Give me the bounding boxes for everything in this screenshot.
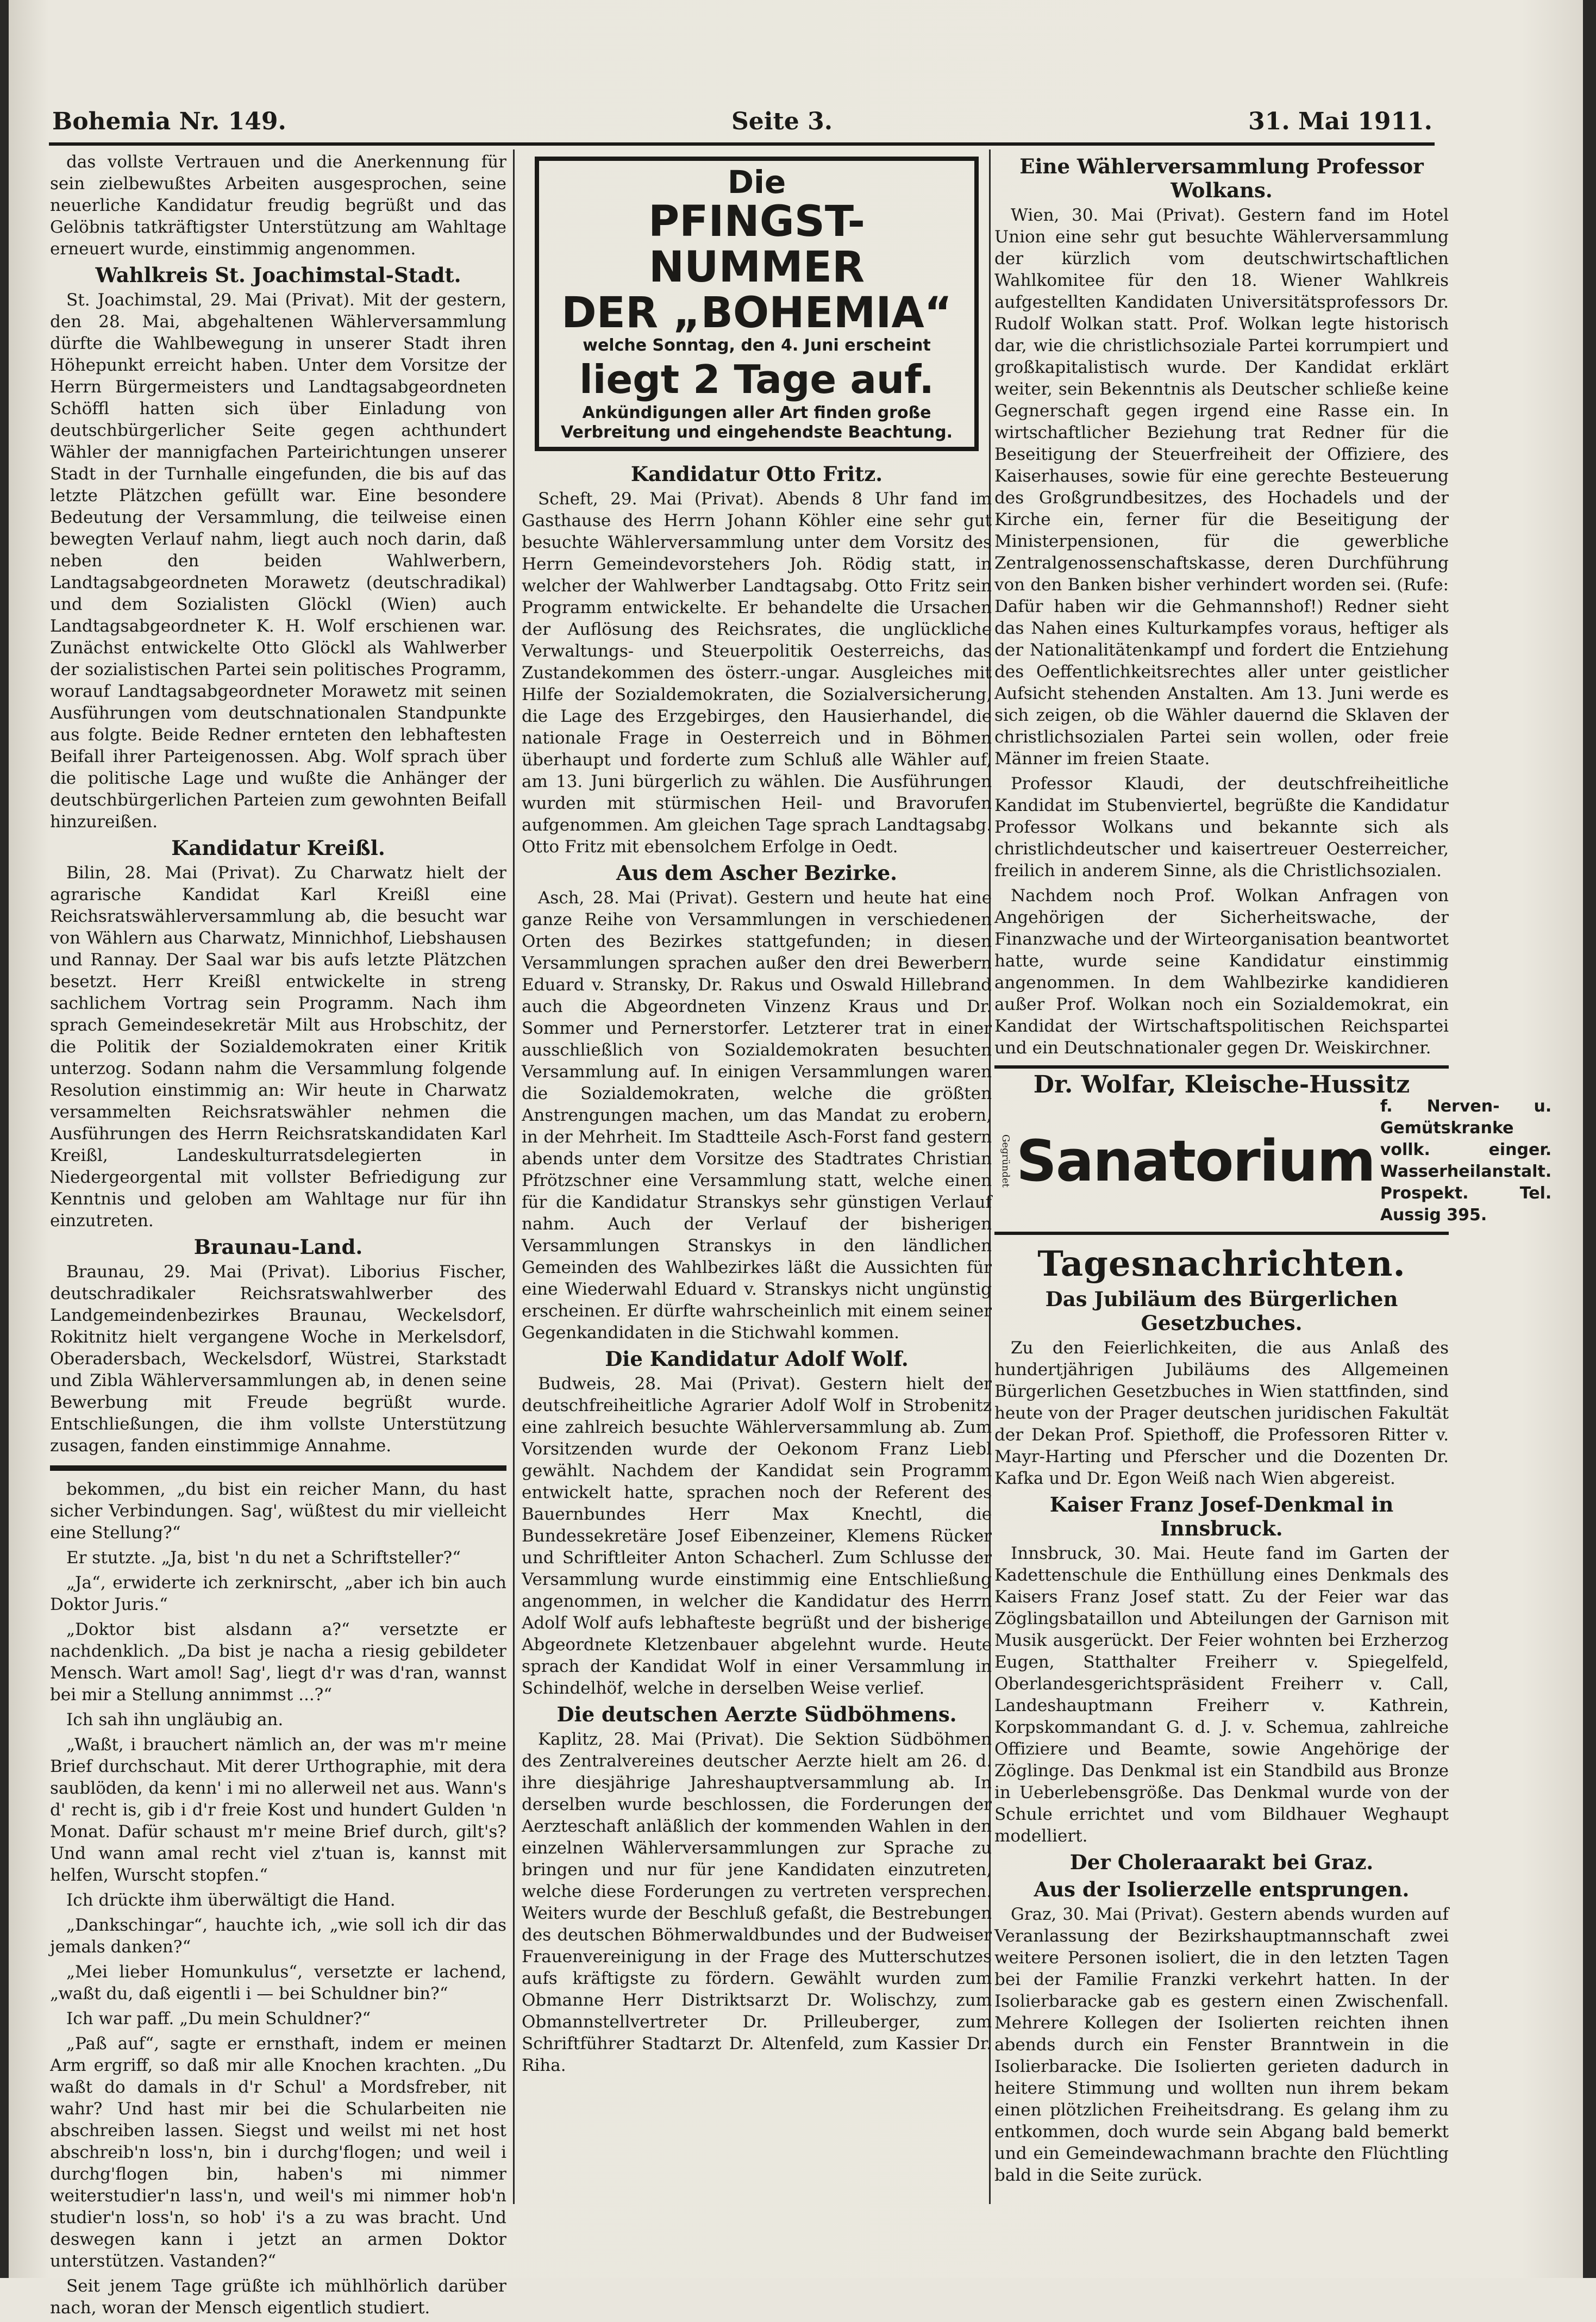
feuilleton-paragraph: „Doktor bist alsdann a?“ versetzte er nachdenklich. „Da bist je nacha a riesig gebildeter Mensch. Wart amol! Sag', liegt d'r was d'ran, wannst bei mir a Stellung annimmst ...?“ bbox=[50, 1620, 506, 1705]
feuilleton-paragraph: „Paß auf“, sagte er ernsthaft, indem er meinen Arm ergriff, so daß mir alle Knochen krachten. „Du waßt do damals in d'r Schul' a Mordsfreber, nit wahr? Und hast mir bei die Schularbeiten nie abschreiben lassen. Siegst und weilst mi net host abschreib'n loss'n, bin i durchg'flogen; und weil i durchg'flogen bin, haben's mi nimmer weiterstudier'n lass'n, und weil's mi nimmer hob'n studier'n loss'n, so hob' i's a zu was bracht. Und deswegen kann i jetzt an armen Doktor unterstützen. Vastanden?“ bbox=[50, 2034, 506, 2271]
article-heading: Aus dem Ascher Bezirke. bbox=[616, 861, 898, 885]
ad-line: Prospekt. Tel. Aussig 395. bbox=[1380, 1184, 1552, 1225]
paragraph: Kaplitz, 28. Mai (Privat). Die Sektion Südböhmen des Zentralvereines deutscher Aerzte hielt am 26. d. ihre diesjährige Jahreshauptversammlung ab. In derselben wurde beschlossen, die Forderungen der Aerzteschaft anläßlich der kommenden Wahlen in den einzelnen Wählerversammlungen zur Sprache zu bringen und nur für jene Kandidaten einzutreten, welche diese Forderungen zu vertreten versprechen. Weiters wurde der Beschluß gefaßt, die Bestrebungen des deutschen Böhmerwaldbundes und der Budweiser Frauenvereinigung in der Frage des Mutterschutzes aufs kräftigste zu fördern. Gewählt wurden zum Obmanne Herr Distriktsarzt Dr. Wolischzy, zum Obmannstellvertreter Dr. Prilleuberger, zum Schriftführer Stadtarzt Dr. Altenfeld, zum Kassier Dr. Riha. bbox=[522, 1730, 992, 2075]
column-rule-1 bbox=[513, 149, 515, 2204]
header-page-number: Seite 3. bbox=[731, 108, 833, 135]
feuilleton-paragraph: „Waßt, i brauchert nämlich an, der was m'r meine Brief durchschaut. Mit derer Urthographie, mit dera saublöden, da kenn' i mi no allerweil net aus. Wann's d' recht is, gib i d'r freie Kost und hundert Gulden 'n Monat. Dafür schaust m'r meine Brief durch, gilt's? Und wann amal recht viel z'tuan is, kannst mit helfen, Wurscht stopfen.“ bbox=[50, 1735, 506, 1885]
ad-line: welche Sonntag, den 4. Juni erscheint bbox=[583, 336, 931, 355]
paragraph: Braunau, 29. Mai (Privat). Liborius Fischer, deutschradikaler Reichsratswahlwerber des Landgemeindenbezirkes Braunau, Weckelsdorf, Rokitnitz hielt vergangene Woche in Merkelsdorf, Oberadersbach, Weckelsdorf, Wüstrei, Starkstadt und Zibla Wählerversammlungen ab, in denen seine Bewerbung mit Freude begrüßt wurde. Entschließungen, die ihm vollste Unterstützung zusagen, fanden einstimmige Annahme. bbox=[50, 1262, 506, 1456]
paragraph: Bilin, 28. Mai (Privat). Zu Charwatz hielt der agrarische Kandidat Karl Kreißl eine Reichsratswählerversammlung ab, die besucht war von Wählern aus Charwatz, Minnichhof, Liebshausen und Rannay. Der Saal war bis aufs letzte Plätzchen besetzt. Herr Kreißl entwickelte in streng sachlichem Vortrag sein Programm. Nach ihm sprach Gemeindesekretär Milt aus Hrobschitz, der die Politik der Sozialdemokraten einer Kritik unterzog. Sodann nahm die Versammlung folgende Resolution einstimmig an: Wir heute in Charwatz versammelten Reichsratswähler nehmen die Ausführungen des Herrn Reichsratskandidaten Karl Kreißl, Landeskulturratsdelegierten in Niedergeorgental mit vollster Befriedigung zur Kenntnis und geloben am Wahltage nur für ihn einzutreten. bbox=[50, 863, 506, 1231]
feuilleton-paragraph: „Dankschingar“, hauchte ich, „wie soll ich dir das jemals danken?“ bbox=[50, 1915, 506, 1957]
article-heading: Kaiser Franz Josef-Denkmal in Innsbruck. bbox=[1049, 1493, 1394, 1540]
article-subheading: Aus der Isolierzelle entsprungen. bbox=[1034, 1877, 1410, 1901]
article-heading: Die deutschen Aerzte Südböhmens. bbox=[556, 1702, 957, 1726]
paragraph: Zu den Feierlichkeiten, die aus Anlaß des hundertjährigen Jubiläums des Allgemeinen Bürgerlichen Gesetzbuches in Wien stattfinden, sind heute von der Prager deutschen juridischen Fakultät der Dekan Prof. Spiethoff, die Professoren Ritter v. Mayr-Harting und Pferscher und die Dozenten Dr. Kafka und Dr. Egon Weiß nach Wien abgereist. bbox=[994, 1338, 1449, 1488]
article-heading: Die Kandidatur Adolf Wolf. bbox=[605, 1347, 909, 1371]
article-heading: Wahlkreis St. Joachimstal-Stadt. bbox=[95, 263, 461, 287]
feuilleton-paragraph: Seit jenem Tage grüßte ich mühlhörlich darüber nach, woran der Mensch eigentlich studiert. bbox=[50, 2276, 506, 2318]
column-3 bbox=[994, 151, 1552, 2189]
paragraph: Nachdem noch Prof. Wolkan Anfragen von Angehörigen der Sicherheitswache, der Finanzwache und der Wirteorganisation beantwortet hatte, wurde seine Kandidatur einstimmig angenommen. In dem Wahlbezirke kandidieren außer Prof. Wolkan noch ein Sozialdemokrat, ein Kandidat der Wirtschaftspolitischen Reichspartei und ein Deutschnationaler gegen Dr. Weiskirchner. bbox=[994, 886, 1449, 1058]
feuilleton-paragraph: bekommen, „du bist ein reicher Mann, du hast sicher Verbindungen. Sag', wüßtest du mir vielleicht eine Stellung?“ bbox=[50, 1480, 506, 1543]
ad-line: liegt 2 Tage auf. bbox=[579, 357, 934, 402]
header-date: 31. Mai 1911. bbox=[1248, 108, 1432, 135]
ad-line: vollk. einger. Wasserheilanstalt. bbox=[1380, 1140, 1552, 1181]
header-rule bbox=[49, 142, 1435, 146]
pfingst-advertisement bbox=[535, 157, 979, 451]
section-title: Tagesnachrichten. bbox=[1037, 1244, 1406, 1284]
paragraph: Budweis, 28. Mai (Privat). Gestern hielt der deutschfreiheitliche Agrarier Adolf Wolf in Strobenitz eine zahlreich besuchte Wählerversammlung ab. Zum Vorsitzenden wurde der Oekonom Franz Liebl gewählt. Nachdem der Kandidat sein Programm entwickelt hatte, sprachen noch der Referent des Bauernbundes Herr Max Knechtl, die Bundessekretäre Josef Eibenzeiner, Klemens Rücker und Schriftleiter Anton Schacherl. Zum Schlusse der Versammlung wurde einstimmig eine Entschließung angenommen, in welcher die Kandidatur des Herrn Adolf Wolf aufs lebhafteste begrüßt und der bisherige Abgeordnete Kletzenbauer abgelehnt wurde. Heute sprach der Kandidat Wolf in einer Versammlung in Schindelhöf, welche in derselben Weise verlief. bbox=[522, 1374, 992, 1698]
feuilleton-paragraph: „Ja“, erwiderte ich zerknirscht, „aber ich bin auch Doktor Juris.“ bbox=[50, 1573, 506, 1614]
sanatorium-advertisement bbox=[994, 1065, 1552, 1235]
article-heading: Das Jubiläum des Bürgerlichen Gesetzbuches. bbox=[1045, 1287, 1398, 1335]
ad-line: DER „BOHEMIA“ bbox=[561, 289, 953, 338]
feuilleton-separator bbox=[50, 1465, 506, 1471]
paragraph: das vollste Vertrauen und die Anerkennung für sein zielbewußtes Arbeiten ausgesprochen, seine neuerliche Kandidatur freudig begrüßt und das Gelöbnis tatkräftigster Unterstützung am Wahltage erneuert wurde, einstimmig angenommen. bbox=[50, 152, 506, 259]
article-heading: Kandidatur Kreißl. bbox=[171, 836, 385, 860]
article-heading: Kandidatur Otto Fritz. bbox=[630, 462, 883, 486]
article-heading: Der Choleraarakt bei Graz. bbox=[1069, 1850, 1374, 1874]
paragraph: Professor Klaudi, der deutschfreiheitliche Kandidat im Stubenviertel, begrüßte die Kandidatur Professor Wolkans und bekannte sich als christlichdeutscher und kaisertreuer Oesterreicher, freilich in anderem Sinne, als die Christlichsozialen. bbox=[994, 774, 1449, 881]
article-heading: Eine Wählerversammlung Professor Wolkans. bbox=[1019, 154, 1424, 202]
paragraph: Asch, 28. Mai (Privat). Gestern und heute hat eine ganze Reihe von Versammlungen in verschiedenen Orten des Bezirkes stattgefunden; in diesen Versammlungen sprachen außer den drei Bewerbern Eduard v. Stransky, Dr. Rakus und Oswald Hillebrand auch die Abgeordneten Vinzenz Kraus und Dr. Sommer und Pernerstorfer. Letzterer trat in einer ausschließlich von Sozialdemokraten besuchten Versammlung auf. In einigen Versammlungen waren die Sozialdemokraten, welche die größten Anstrengungen machen, um das Mandat zu erobern, in der Mehrheit. Im Stadtteile Asch-Forst fand gestern abends unter dem Vorsitze des Stadtrates Christian Pfrötzschner eine Versammlung statt, welche einen für die Kandidatur Stranskys sehr günstigen Verlauf nahm. Auch der Verlauf der bisherigen Versammlungen Stranskys in den ländlichen Gemeinden des Wahlbezirkes läßt die Aussichten für eine Wiederwahl Eduard v. Stranskys nicht ungünstig erscheinen. Er dürfte wahrscheinlich mit einem seiner Gegenkandidaten in die Stichwahl kommen. bbox=[522, 888, 992, 1343]
ad-line: Ankündigungen aller Art finden große Verbreitung und eingehendste Beachtung. bbox=[560, 403, 953, 442]
ad-line: f. Nerven- u. Gemütskranke bbox=[1380, 1097, 1552, 1138]
feuilleton-paragraph: Ich drückte ihm überwältigt die Hand. bbox=[66, 1890, 396, 1910]
ad-line: Die bbox=[727, 164, 786, 201]
scan-edge-right bbox=[1583, 0, 1596, 2278]
feuilleton-paragraph: Ich sah ihn ungläubig an. bbox=[66, 1710, 284, 1730]
feuilleton-paragraph: Ich war paff. „Du mein Schuldner?“ bbox=[66, 2009, 371, 2028]
page-header bbox=[52, 108, 1432, 140]
paragraph: Scheft, 29. Mai (Privat). Abends 8 Uhr fand im Gasthause des Herrn Johann Köhler eine sehr gut besuchte Wählerversammlung unter dem Vorsitz des Herrn Gemeindevorstehers Joh. Rödig statt, in welcher der Wahlwerber Landtagsabg. Otto Fritz sein Programm entwickelte. Er behandelte die Ursachen der Auflösung des Reichsrates, die unglückliche Verwaltungs- und Steuerpolitik Oesterreichs, das Zustandekommen des österr.-ungar. Ausgleiches mit Hilfe der Sozialdemokraten, die Sozialversicherung, die Lage des Erzgebirges, den Hausierhandel, die nationale Frage in Oesterreich und in Böhmen überhaupt und forderte zum Schluß alle Wähler auf, am 13. Juni bürgerlich zu wählen. Die Ausführungen wurden mit stürmischen Heil- und Bravorufen aufgenommen. Am gleichen Tage sprach Landtagsabg. Otto Fritz mit ebensolchem Erfolge in Oedt. bbox=[522, 489, 992, 857]
ad-small: Gegründet bbox=[1000, 1134, 1011, 1188]
ad-sanatorium: Sanatorium bbox=[1016, 1128, 1375, 1194]
paragraph: St. Joachimstal, 29. Mai (Privat). Mit der gestern, den 28. Mai, abgehaltenen Wählerversammlung dürfte die Wahlbewegung in unserer Stadt ihren Höhepunkt erreicht haben. Unter dem Vorsitze der Herrn Bürgermeisters und Landtagsabgeordneten Schöffl hatten sich über Einladung von deutschbürgerlicher Seite gegen achthundert Wähler der mannigfachen Parteirichtungen unserer Stadt in der Turnhalle eingefunden, die bis auf das letzte Plätzchen gefüllt war. Eine besondere Bedeutung der Versammlung, die teilweise einen bewegten Verlauf nahm, liegt auch noch darin, daß neben den beiden Wahlwerbern, Landtagsabgeordneten Morawetz (deutschradikal) und dem Sozialisten Glöckl (Wien) auch Landtagsabgeordneter K. H. Wolf erschienen war. Zunächst entwickelte Otto Glöckl als Wahlwerber der sozialistischen Partei sein politisches Programm, worauf Landtagsabgeordneter Morawetz mit seinen Ausführungen vom deutschnationalen Standpunkte aus folgte. Beide Redner ernteten den lebhaftesten Beifall ihrer Parteigenossen. Abg. Wolf sprach über die politische Lage und wußte die Anhänger der deutschbürgerlichen Parteien zum gewohnten Beifall hinzureißen. bbox=[50, 290, 506, 832]
paragraph: Innsbruck, 30. Mai. Heute fand im Garten der Kadettenschule die Enthüllung eines Denkmals des Kaisers Franz Josef statt. Zu der Feier war das Zöglingsbataillon und Abteilungen der Garnison mit Musik ausgerückt. Der Feier wohnten bei Erzherzog Eugen, Statthalter Freiherr v. Spiegelfeld, Oberlandesgerichtspräsident Freiherr v. Call, Landeshauptmann Freiherr v. Kathrein, Korpskommandant G. d. J. v. Schemua, zahlreiche Offiziere und Beamte, sowie Angehörige der Zöglinge. Das Denkmal ist ein Standbild aus Bronze in Ueberlebensgröße. Das Denkmal wurde von der Schule errichtet und vom Bildhauer Weghaupt modelliert. bbox=[994, 1544, 1449, 1846]
paragraph: Wien, 30. Mai (Privat). Gestern fand im Hotel Union eine sehr gut besuchte Wählerversammlung der kürzlich vom deutschwirtschaftlichen Wahlkomitee für den 18. Wiener Wahlkreis aufgestellten Kandidaten Universitätsprofessors Dr. Rudolf Wolkan statt. Prof. Wolkan legte historisch dar, wie die christlichsoziale Partei korrumpiert und großkapitalistisch wurde. Der Kandidat erklärt weiter, sein Bekenntnis als Deutscher schließe keine Gegnerschaft gegen irgend eine Rasse ein. In wirtschaftlicher Beziehung trat Redner für die Beseitigung der Steuerfreiheit der Offiziere, des Kaiserhauses, sowie für eine gerechte Besteuerung des Großgrundbesitzes, des Hochadels und der Kirche ein, ferner für die Beseitigung der Ministerpensionen, für die gewerbliche Zentralgenossenschaftskasse, deren Durchführung von den Banken bisher verhindert worden sei. (Rufe: Dafür haben wir die Gehmannshof!) Redner sieht das Nahen eines Kulturkampfes voraus, heftiger als der Nationalitätenkampf und fordert die Entziehung des Oeffentlichkeitsrechtes aller unter geistlicher Aufsicht stehenden Anstalten. Am 13. Juni werde es sich zeigen, ob die Wähler dauernd die Sklaven der christlichsozialen Partei sein wollen, oder freie Männer im freien Staate. bbox=[994, 205, 1449, 769]
scan-edge-left bbox=[0, 0, 9, 2278]
header-issue: Bohemia Nr. 149. bbox=[52, 108, 286, 135]
feuilleton-paragraph: „Mei lieber Homunkulus“, versetzte er lachend, „waßt du, daß eigentli i — bei Schuldner bin?“ bbox=[50, 1962, 506, 2003]
ad-title: Dr. Wolfar, Kleische-Hussitz bbox=[1033, 1071, 1410, 1098]
ad-line: PFINGST-NUMMER bbox=[648, 197, 866, 292]
feuilleton-paragraph: Er stutzte. „Ja, bist 'n du net a Schriftsteller?“ bbox=[66, 1548, 461, 1568]
column-2 bbox=[522, 151, 992, 2080]
article-heading: Braunau-Land. bbox=[193, 1235, 363, 1259]
column-1 bbox=[50, 151, 506, 2322]
paragraph: Graz, 30. Mai (Privat). Gestern abends wurden auf Veranlassung der Bezirkshauptmannschaft zwei weitere Personen isoliert, die in den letzten Tagen bei der Familie Franzki verkehrt hatten. In der Isolierbaracke gab es gestern einen Zwischenfall. Mehrere Kollegen der Isolierten reichten ihnen abends durch ein Fenster Branntwein in die Isolierbaracke. Die Isolierten gerieten dadurch in heitere Stimmung und wollten nun ihrem bekam einen plötzlichen Freiheitsdrang. Es gelang ihm zu entkommen, doch wurde sein Abgang bald bemerkt und ein Gemeindewachmann brachte den Flüchtling bald in die Seite zurück. bbox=[994, 1905, 1449, 2185]
